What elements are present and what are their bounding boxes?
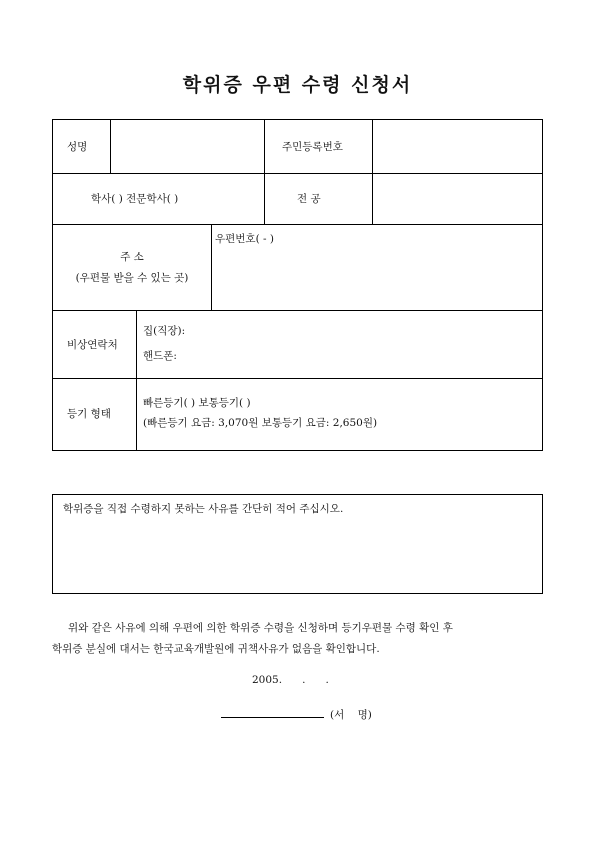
- row-divider: [53, 173, 542, 174]
- confirmation-statement: [52, 618, 545, 660]
- mail-fee-info: (빠른등기 요금: 3,070원 보통등기 요금: 2,650원): [143, 417, 378, 429]
- statement-line-1: 위와 같은 사유에 의해 우편에 의한 학위증 수령을 신청하며 등기우편물 수령 확인 후: [68, 622, 453, 634]
- row-divider: [53, 378, 542, 379]
- major-label: 전 공: [297, 193, 321, 205]
- mobile-phone-label[interactable]: 핸드폰:: [143, 350, 177, 362]
- resident-number-field[interactable]: [375, 123, 539, 171]
- address-sub-label: (우편물 받을 수 있는 곳): [75, 272, 189, 284]
- postal-code-label[interactable]: 우편번호( - ): [215, 233, 274, 245]
- column-divider: [211, 224, 212, 310]
- name-label: 성명: [67, 141, 88, 153]
- column-divider: [110, 120, 111, 173]
- row-divider: [53, 310, 542, 311]
- column-divider: [372, 120, 373, 224]
- column-divider: [264, 120, 265, 224]
- form-title: 학위증 우편 수령 신청서: [182, 74, 413, 96]
- mail-type-label: 등기 형태: [67, 408, 111, 420]
- mail-type-options[interactable]: 빠른등기( ) 보통등기( ): [143, 397, 251, 409]
- application-form-table: [52, 119, 543, 451]
- statement-line-2: 학위증 분실에 대서는 한국교육개발원에 귀책사유가 없음을 확인합니다.: [52, 643, 380, 655]
- reason-box[interactable]: [52, 494, 543, 594]
- name-field[interactable]: [113, 123, 261, 171]
- resident-number-label: 주민등록번호: [282, 141, 343, 153]
- home-phone-label[interactable]: 집(직장):: [143, 325, 186, 337]
- application-date[interactable]: 2005. . .: [252, 674, 329, 686]
- address-label: 주 소: [120, 251, 144, 263]
- major-field[interactable]: [375, 176, 539, 222]
- signature-line[interactable]: [221, 717, 324, 718]
- column-divider: [136, 310, 137, 451]
- row-divider: [53, 224, 542, 225]
- signature-label: (서 명): [330, 709, 372, 721]
- emergency-contact-label: 비상연락처: [67, 339, 118, 351]
- degree-type-label: 학사( ) 전문학사( ): [91, 193, 179, 205]
- reason-prompt: 학위증을 직접 수령하지 못하는 사유를 간단히 적어 주십시오.: [63, 503, 344, 515]
